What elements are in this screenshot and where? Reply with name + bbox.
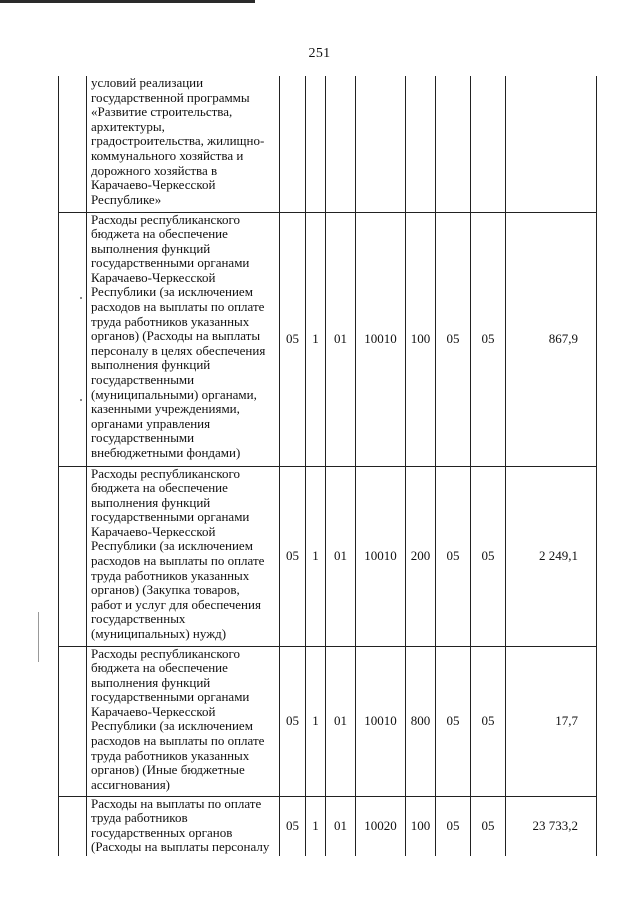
code-cell: 10010 <box>356 646 406 796</box>
row-number-cell <box>59 796 87 856</box>
code-cell <box>406 76 436 212</box>
amount-cell: 23 733,2 <box>506 796 597 856</box>
scan-speck <box>80 297 82 299</box>
description-cell: Расходы на выплаты по оплате труда работников государственных органов (Расходы на выплаты персоналу <box>87 796 280 856</box>
code-cell <box>436 76 471 212</box>
row-number-cell <box>59 646 87 796</box>
code-cell: 05 <box>436 796 471 856</box>
amount-cell <box>506 76 597 212</box>
code-cell: 01 <box>326 646 356 796</box>
code-cell: 05 <box>471 646 506 796</box>
scan-speck <box>80 399 82 401</box>
description-cell: Расходы республиканского бюджета на обеспечение выполнения функций государственными органами Карачаево-Черкесской Республики (за исключением расходов на выплаты по оплате труда работников указанных органов) (Иные бюджетные ассигнования) <box>87 646 280 796</box>
row-number-cell <box>59 76 87 212</box>
amount-cell: 17,7 <box>506 646 597 796</box>
code-cell: 05 <box>280 796 306 856</box>
code-cell: 05 <box>471 796 506 856</box>
amount-cell: 867,9 <box>506 212 597 466</box>
code-cell: 05 <box>436 646 471 796</box>
code-cell: 01 <box>326 212 356 466</box>
row-number-cell <box>59 212 87 466</box>
code-cell: 05 <box>436 212 471 466</box>
code-cell: 10010 <box>356 212 406 466</box>
amount-cell: 2 249,1 <box>506 466 597 646</box>
code-cell: 100 <box>406 212 436 466</box>
table-row <box>59 796 597 856</box>
description-cell: Расходы республиканского бюджета на обеспечение выполнения функций государственными органами Карачаево-Черкесской Республики (за исключением расходов на выплаты по оплате труда работников указанных органов) (Закупка товаров, работ и услуг для обеспечения государственных (муниципальных) нужд) <box>87 466 280 646</box>
code-cell: 01 <box>326 466 356 646</box>
description-cell: Расходы республиканского бюджета на обеспечение выполнения функций государственными органами Карачаево-Черкесской Республики (за исключением расходов на выплаты по оплате труда работников указанных органов) (Расходы на выплаты персоналу в целях обеспечения выполнения функций государственными (муниципальными) органами, казенными учреждениями, органами управления государственными внебюджетными фондами) <box>87 212 280 466</box>
table-row <box>59 212 597 466</box>
code-cell: 1 <box>306 466 326 646</box>
code-cell: 05 <box>280 212 306 466</box>
code-cell: 10010 <box>356 466 406 646</box>
row-number-cell <box>59 466 87 646</box>
code-cell: 800 <box>406 646 436 796</box>
table-row <box>59 76 597 212</box>
budget-table <box>58 76 597 856</box>
table-row <box>59 466 597 646</box>
code-cell <box>356 76 406 212</box>
code-cell: 1 <box>306 646 326 796</box>
code-cell: 200 <box>406 466 436 646</box>
code-cell <box>326 76 356 212</box>
code-cell <box>280 76 306 212</box>
code-cell: 05 <box>436 466 471 646</box>
code-cell: 05 <box>280 646 306 796</box>
code-cell: 01 <box>326 796 356 856</box>
page-number: 251 <box>308 46 331 61</box>
scan-edge-mark <box>38 612 39 662</box>
top-border-line <box>0 0 255 3</box>
code-cell: 1 <box>306 212 326 466</box>
code-cell <box>471 76 506 212</box>
code-cell: 1 <box>306 796 326 856</box>
code-cell: 05 <box>471 212 506 466</box>
code-cell: 05 <box>280 466 306 646</box>
code-cell: 05 <box>471 466 506 646</box>
code-cell: 100 <box>406 796 436 856</box>
table-row <box>59 646 597 796</box>
code-cell <box>306 76 326 212</box>
description-cell: условий реализации государственной программы «Развитие строительства, архитектуры, градостроительства, жилищно-коммунального хозяйства и дорожного хозяйства в Карачаево-Черкесской Республике» <box>87 76 280 212</box>
code-cell: 10020 <box>356 796 406 856</box>
